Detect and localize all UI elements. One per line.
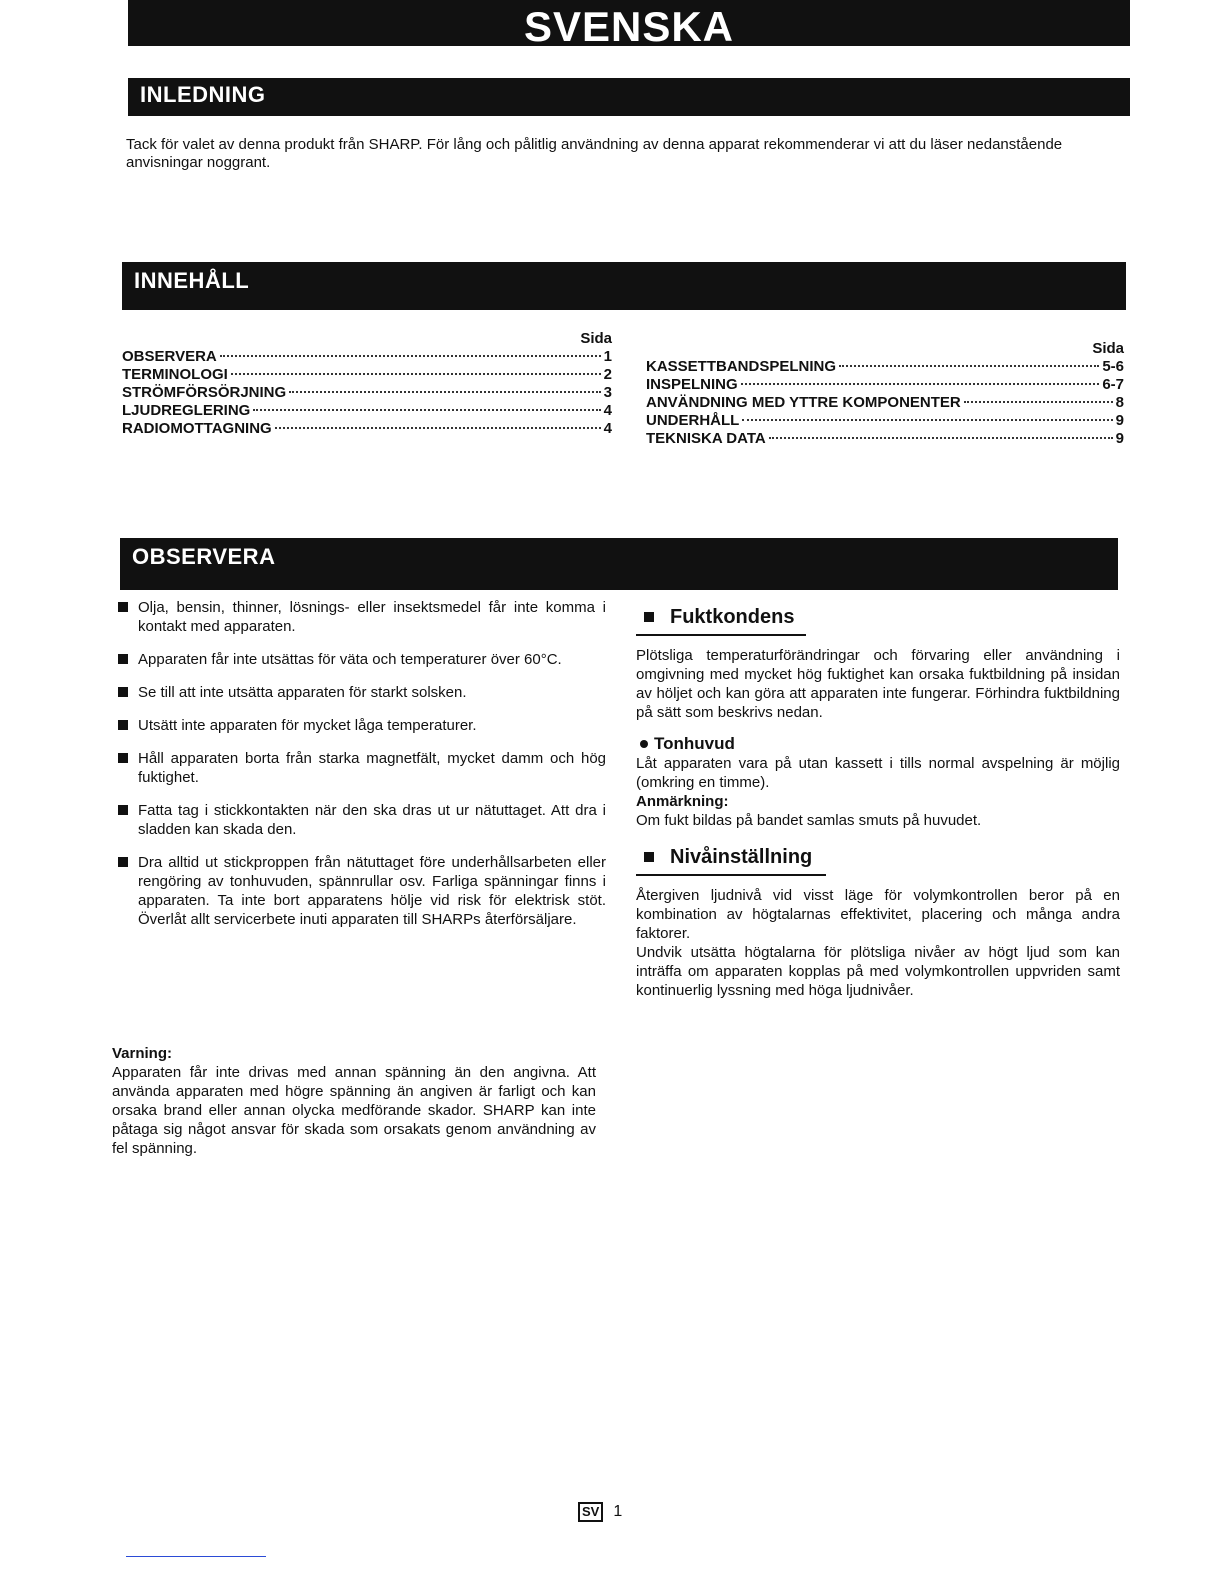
toc-entry-page: 1: [603, 348, 612, 365]
square-bullet-icon: [118, 720, 128, 730]
toc-entry-page: 9: [1115, 430, 1124, 447]
fuktkondens-heading: Fuktkondens: [644, 604, 1120, 630]
toc-entry[interactable]: [122, 366, 612, 384]
toc-entry[interactable]: [122, 348, 612, 366]
warning-block: [112, 1044, 596, 1158]
toc-entry-label: LJUDREGLERING: [122, 402, 251, 419]
list-item: Håll apparaten borta från starka magnetfält, mycket damm och hög fuktighet.: [118, 749, 606, 787]
warning-title: Varning:: [112, 1045, 173, 1062]
list-item: Utsätt inte apparaten för mycket låga temperaturer.: [118, 716, 606, 735]
square-bullet-icon: [644, 612, 654, 622]
round-bullet-icon: [640, 740, 648, 748]
toc-entry-label: UNDERHÅLL: [646, 412, 740, 429]
square-bullet-icon: [118, 857, 128, 867]
list-item: Apparaten får inte utsättas för väta och temperaturer över 60°C.: [118, 650, 606, 669]
square-bullet-icon: [118, 602, 128, 612]
divider: [126, 1556, 266, 1557]
list-item: Se till att inte utsätta apparaten för starkt solsken.: [118, 683, 606, 702]
language-badge: SV: [578, 1502, 603, 1522]
nivainstallning-text: Undvik utsätta högtalarna för plötsliga nivåer av högt ljud som kan inträffa om apparaten kopplas på med volymkontrollen uppvriden samt kontinuerlig lyssning med höga ljudnivåer.: [636, 944, 1120, 999]
intro-text: Tack för valet av denna produkt från SHARP. För lång och pålitlig användning av denna apparat rekommenderar vi att du läser nedanstående anvisningar noggrant.: [126, 136, 1063, 171]
toc-entry[interactable]: [646, 412, 1124, 430]
right-column: [636, 604, 1120, 1000]
square-bullet-icon: [118, 687, 128, 697]
toc-entry[interactable]: [646, 430, 1124, 448]
toc-entry[interactable]: [646, 358, 1124, 376]
tonhuvud-text: Låt apparaten vara på utan kassett i tills normal avspelning är möjlig (omkring en timme).: [636, 755, 1120, 791]
toc-entry-page: 4: [603, 402, 612, 419]
toc-entry-label: OBSERVERA: [122, 348, 217, 365]
nivainstallning-heading: Nivåinställning: [644, 844, 1120, 870]
note-text: Om fukt bildas på bandet samlas smuts på huvudet.: [636, 812, 982, 829]
section-header-inledning: INLEDNING: [128, 78, 1130, 116]
toc-right-column: [646, 340, 1124, 448]
square-bullet-icon: [118, 654, 128, 664]
page-footer: [578, 1502, 622, 1522]
list-item: Olja, bensin, thinner, lösnings- eller insektsmedel får inte komma i kontakt med apparaten.: [118, 598, 606, 636]
toc-page-label: Sida: [1092, 340, 1124, 357]
section-header-observera: OBSERVERA: [120, 538, 1118, 590]
toc-entry-page: 9: [1115, 412, 1124, 429]
toc-entry-label: RADIOMOTTAGNING: [122, 420, 272, 437]
page-title: SVENSKA: [128, 0, 1130, 46]
toc-page-label: Sida: [580, 330, 612, 347]
list-item: Fatta tag i stickkontakten när den ska dras ut ur nätuttaget. Att dra i sladden kan skada den.: [118, 801, 606, 839]
heading-rule: [636, 634, 806, 636]
toc-entry-page: 3: [603, 384, 612, 401]
toc-entry-page: 4: [603, 420, 612, 437]
toc-entry-label: TEKNISKA DATA: [646, 430, 766, 447]
toc-entry-label: INSPELNING: [646, 376, 738, 393]
square-bullet-icon: [118, 753, 128, 763]
heading-rule: [636, 874, 826, 876]
toc-entry-page: 5-6: [1102, 358, 1124, 375]
fuktkondens-text: Plötsliga temperaturförändringar och förvaring eller användning i omgivning med mycket hög fuktighet kan orsaka fuktbildning på insidan av höljet och kan göra att apparaten inte fungerar. Förhindra fuktbildning på sätt som beskrivs nedan.: [636, 647, 1120, 721]
toc-entry[interactable]: [646, 376, 1124, 394]
toc-entry-label: TERMINOLOGI: [122, 366, 228, 383]
toc-entry[interactable]: [122, 420, 612, 438]
toc-entry[interactable]: [646, 394, 1124, 412]
toc-entry-page: 8: [1115, 394, 1124, 411]
toc-entry-label: STRÖMFÖRSÖRJNING: [122, 384, 287, 401]
tonhuvud-heading: Tonhuvud: [636, 734, 1120, 754]
observera-list: [118, 598, 606, 943]
toc-entry-label: ANVÄNDNING MED YTTRE KOMPONENTER: [646, 394, 961, 411]
toc-entry-page: 6-7: [1102, 376, 1124, 393]
toc-entry[interactable]: [122, 402, 612, 420]
note-title: Anmärkning:: [636, 793, 729, 810]
toc-entry-page: 2: [603, 366, 612, 383]
square-bullet-icon: [118, 805, 128, 815]
list-item: Dra alltid ut stickproppen från nätuttaget före underhållsarbeten eller rengöring av tonhuvuden, spännrullar osv. Farliga spänningar finns i apparaten. Ta inte bort apparatens hölje vid risk för elektrisk stöt. Överlåt allt servicerbete inuti apparaten till SHARPs återförsäljare.: [118, 853, 606, 929]
toc-entry-label: KASSETTBANDSPELNING: [646, 358, 837, 375]
warning-text: Apparaten får inte drivas med annan spänning än den angivna. Att använda apparaten med högre spänning än angiven är farligt och kan orsaka brand eller annan olycka medförande skador. SHARP kan inte påtaga sig något ansvar för skada som orsakats genom användning av fel spänning.: [112, 1064, 596, 1157]
page-number: 1: [613, 1503, 623, 1520]
nivainstallning-text: Återgiven ljudnivå vid visst läge för volymkontrollen beror på en kombination av högtalarnas effektivitet, placering och många andra faktorer.: [636, 887, 1120, 942]
section-header-innehall: INNEHÅLL: [122, 262, 1126, 310]
square-bullet-icon: [644, 852, 654, 862]
toc-left-column: [122, 330, 612, 438]
toc-entry[interactable]: [122, 384, 612, 402]
